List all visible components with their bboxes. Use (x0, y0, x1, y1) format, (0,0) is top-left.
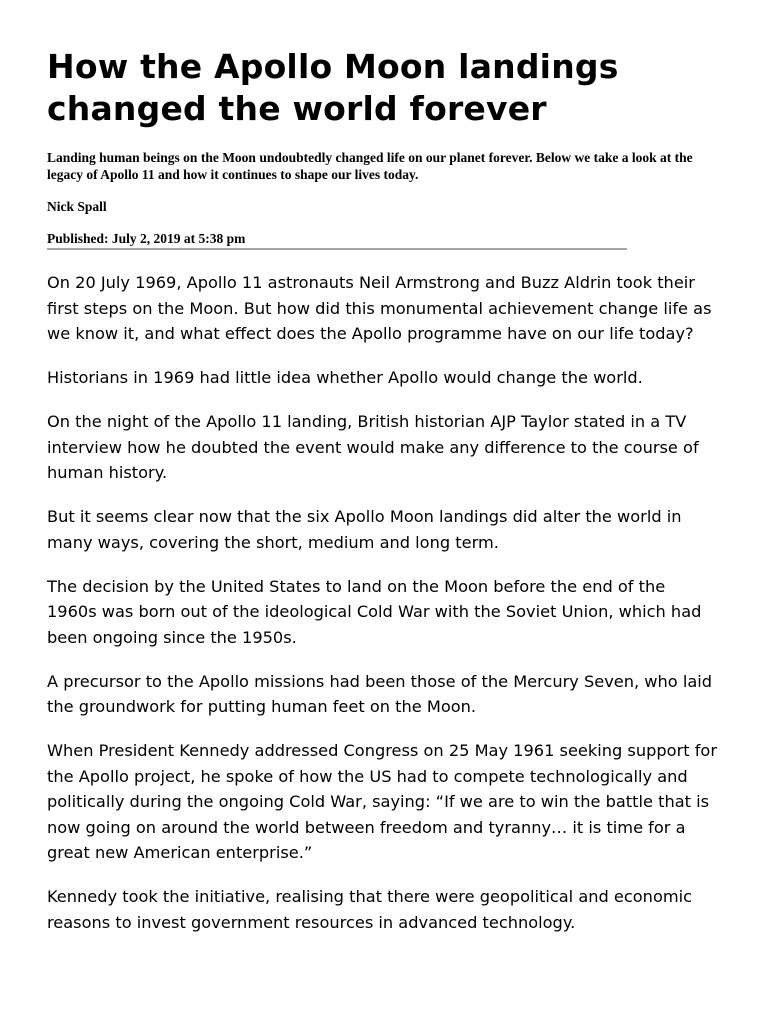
article-body (47, 270, 719, 935)
paragraph: The decision by the United States to land on the Moon before the end of the 1960s was born out of the ideological Cold War with the Soviet Union, which had been ongoing since the 1950s. (47, 576, 702, 647)
header-divider (47, 248, 627, 250)
paragraph: On 20 July 1969, Apollo 11 astronauts Neil Armstrong and Buzz Aldrin took their first steps on the Moon. But how did this monumental achievement change life as we know it, and what effect does the Apollo programme have on our life today? (47, 273, 712, 343)
paragraph: Historians in 1969 had little idea whether Apollo would change the world. (47, 368, 643, 387)
article (47, 46, 732, 954)
author-name: Nick Spall (47, 199, 107, 214)
published-date: Published: July 2, 2019 at 5:38 pm (47, 231, 246, 246)
paragraph: On the night of the Apollo 11 landing, British historian AJP Taylor stated in a TV interview how he doubted the event would make any difference to the course of human history. (47, 412, 699, 482)
paragraph: A precursor to the Apollo missions had been those of the Mercury Seven, who laid the groundwork for putting human feet on the Moon. (47, 671, 713, 716)
article-title: How the Apollo Moon landings changed the world forever (47, 47, 619, 128)
paragraph: When President Kennedy addressed Congress on 25 May 1961 seeking support for the Apollo project, he spoke of how the US had to compete technologically and politically during the ongoing Cold War, saying: “If we are to win the battle that is now going on around the world between freedom and tyranny… it is time for a great new American enterprise.” (47, 741, 717, 862)
paragraph: Kennedy took the initiative, realising that there were geopolitical and economic reasons to invest government resources in advanced technology. (47, 887, 693, 932)
article-summary: Landing human beings on the Moon undoubtedly changed life on our planet forever. Below we take a look at the legacy of Apollo 11 and how it continues to shape our lives today. (47, 150, 693, 182)
paragraph: But it seems clear now that the six Apollo Moon landings did alter the world in many ways, covering the short, medium and long term. (47, 507, 682, 552)
